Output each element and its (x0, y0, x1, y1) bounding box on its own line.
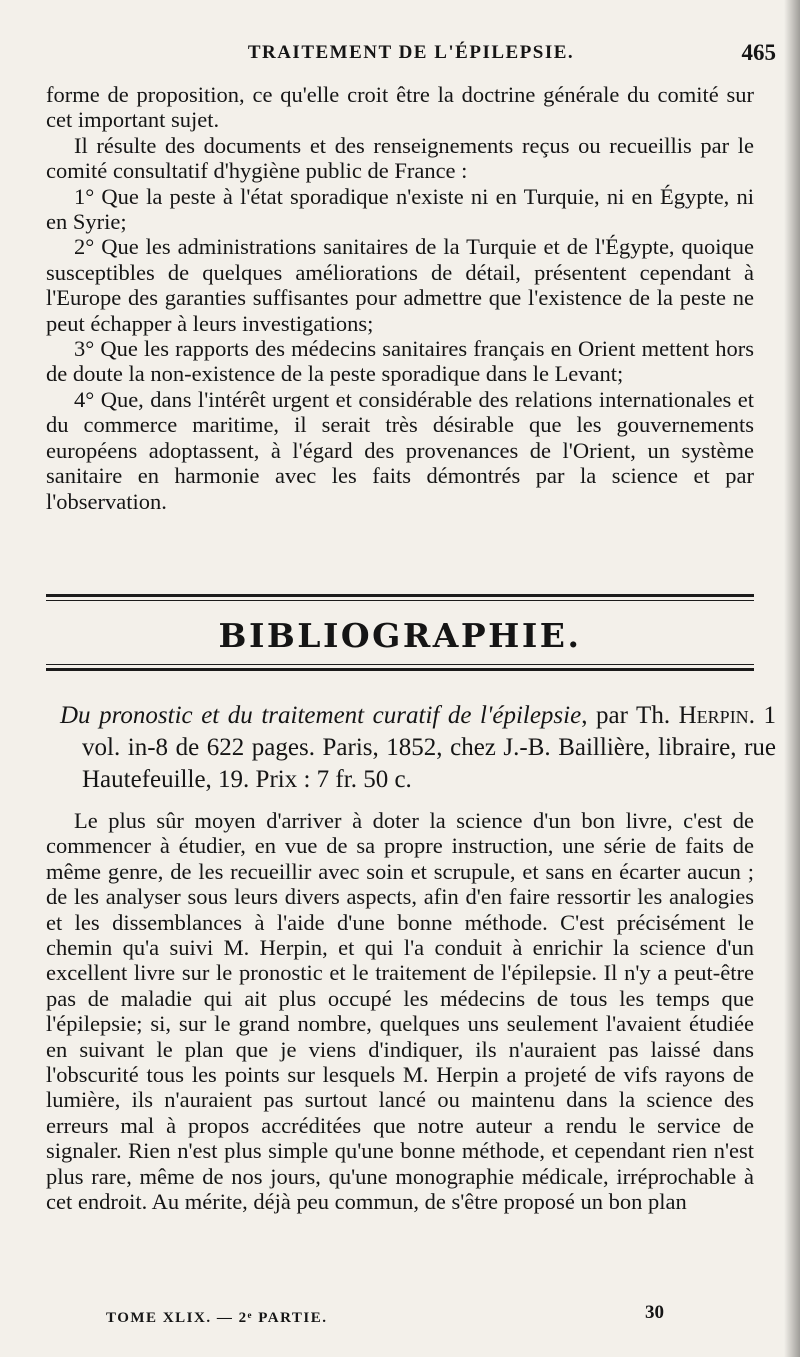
paragraph: Il résulte des documents et des renseignements reçus ou recueillis par le comité consultatif d'hygiène public de France : (46, 132, 754, 184)
divider (46, 664, 754, 665)
signature-number: 30 (645, 1302, 664, 1323)
divider (46, 600, 754, 601)
paragraph: Le plus sûr moyen d'arriver à doter la science d'un bon livre, c'est de commencer à étudier, en vue de sa propre instruction, une série de faits de même genre, de les recueillir avec soin et scrupule, et sans en écarter aucun ; de les analyser sous leurs divers aspects, afin d'en faire ressortir les analogies et les dissemblances à l'aide d'une bonne méthode. C'est précisément le chemin qu'a suivi M. Herpin, et qui l'a conduit à enrichir la science d'un excellent livre sur le pronostic et le traitement de l'épilepsie. Il n'y a peut-être pas de maladie qui ait plus occupé les médecins de tous les temps que l'épilepsie; si, sur le grand nombre, quelques uns seulement l'avaient étudiée en suivant le plan que je viens d'indiquer, ils n'auraient pas laissé dans l'obscurité tous les points sur lesquels M. Herpin a projeté de vifs rayons de lumière, ils n'auraient pas surtout lancé ou maintenu dans la science des erreurs mal à propos accréditées que notre auteur a rendu le service de signaler. Rien n'est plus simple qu'une bonne méthode, et cependant rien n'est plus rare, même de nos jours, qu'une monographie médicale, irréprochable à cet endroit. Au mérite, déjà peu commun, de s'être proposé un bon plan (46, 808, 754, 1215)
book-author: Herpin (678, 702, 749, 729)
paragraph: 3° Que les rapports des médecins sanitaires français en Orient mettent hors de doute la non-existence de la peste sporadique dans le Levant; (46, 336, 754, 387)
divider (46, 668, 754, 671)
signature-mark: TOME XLIX. — 2ᵉ PARTIE. (106, 1310, 328, 1326)
paragraph: 1° Que la peste à l'état sporadique n'existe ni en Turquie, ni en Égypte, ni en Syrie; (46, 183, 754, 235)
book-by: , par Th. (581, 702, 679, 729)
review-text (46, 808, 754, 1215)
paragraph: 4° Que, dans l'intérêt urgent et considérable des relations internationales et du commerce maritime, il serait très désirable que les gouvernements européens adoptassent, à l'égard des provenances de l'Orient, un système sanitaire en harmonie avec les faits démontrés par la science et par l'observation. (46, 386, 754, 514)
book-title: Du pronostic et du traitement curatif de l'épilepsie (60, 702, 582, 729)
section-rule-bottom (46, 664, 754, 671)
divider (46, 594, 754, 597)
page-number: 465 (741, 40, 776, 65)
continuation-text (46, 82, 754, 514)
paragraph: forme de proposition, ce qu'elle croit être la doctrine générale du comité sur cet important sujet. (46, 82, 754, 133)
running-head (46, 40, 776, 74)
bibliography-entry (60, 700, 776, 796)
paragraph: 2° Que les administrations sanitaires de la Turquie et de l'Égypte, quoique susceptibles de quelques améliorations de détail, présentent cependant à l'Europe des garanties suffisantes pour admettre que l'existence de la peste ne peut échapper à leurs investigations; (46, 234, 754, 336)
page-edge-shadow (784, 0, 800, 1357)
section-heading: BIBLIOGRAPHIE. (218, 616, 582, 655)
book-details: . 1 vol. in-8 de 622 pages. Paris, 1852, chez J.-B. Baillière, libraire, rue Hautefeuille, 19. Prix : 7 fr. 50 c. (82, 702, 776, 793)
running-title: TRAITEMENT DE L'ÉPILEPSIE. (247, 42, 575, 63)
section-rule-top (46, 594, 754, 601)
page-footer (46, 1302, 754, 1332)
